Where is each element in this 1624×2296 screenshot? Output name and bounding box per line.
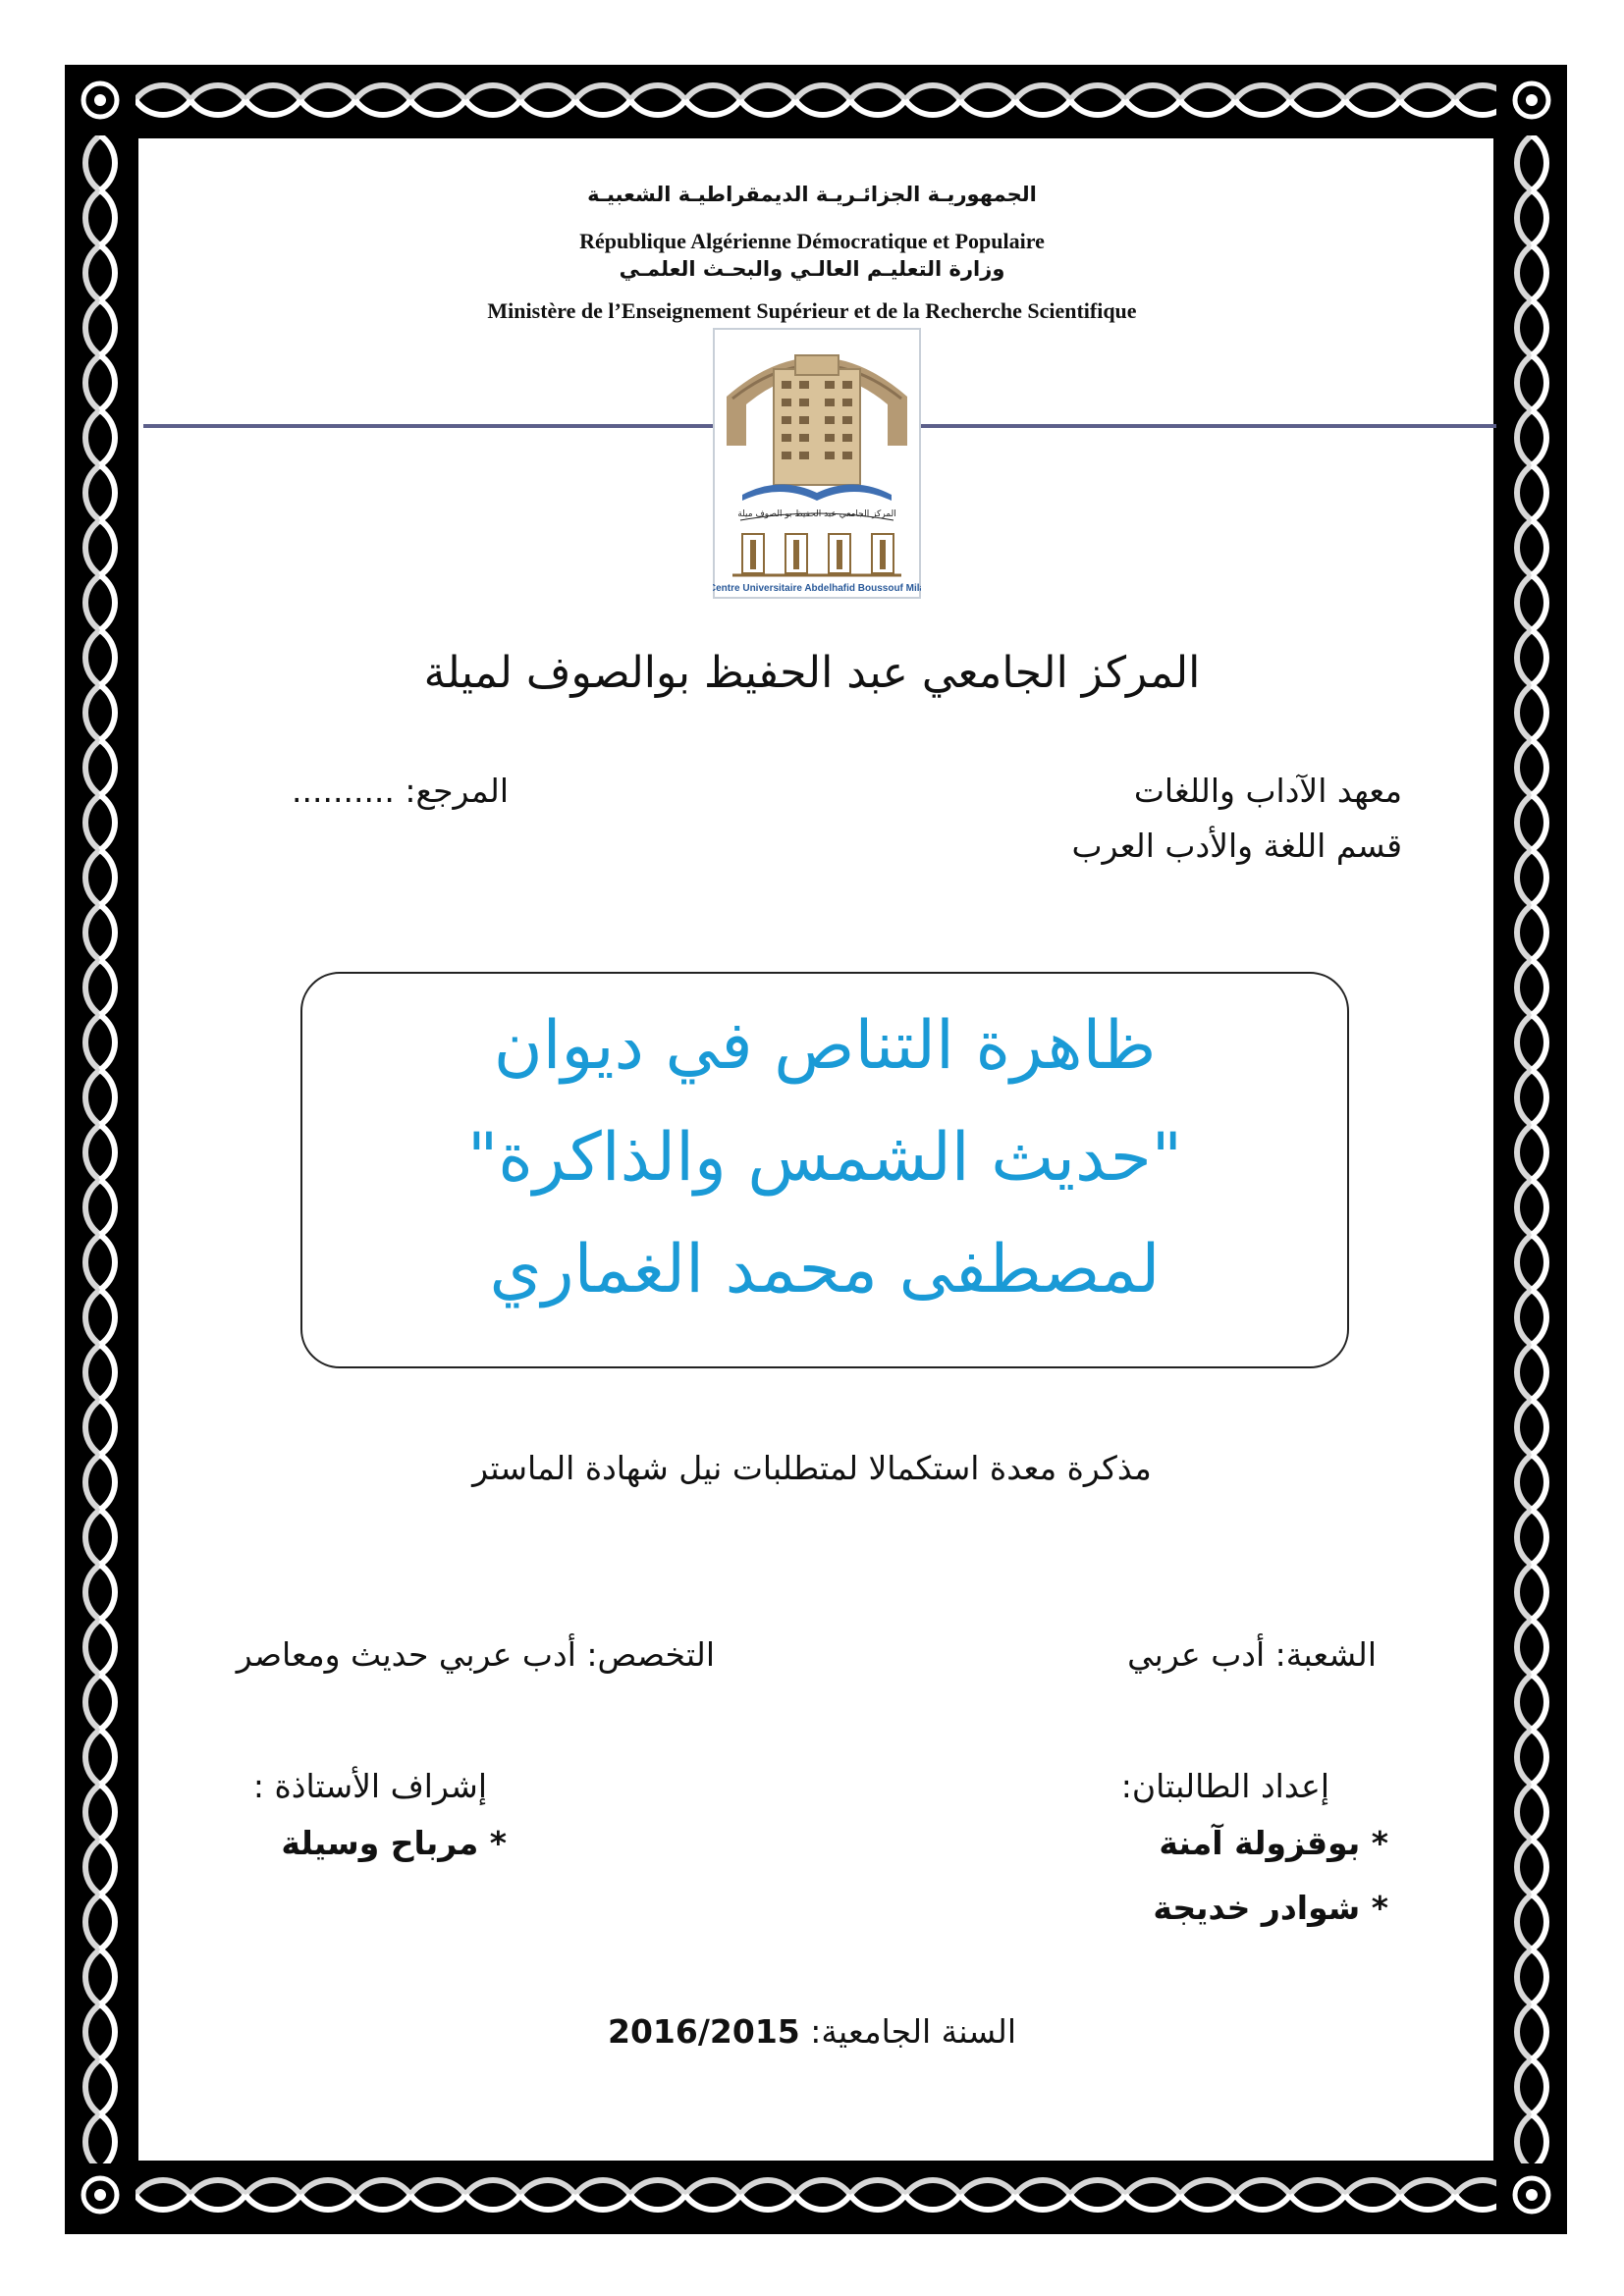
student-1: * بوقزولة آمنة: [1159, 1824, 1388, 1862]
thesis-title-box: [300, 972, 1349, 1368]
republic-arabic: الجمهوريـة الجزائـريـة الديمقراطيـة الشعبيـة: [587, 183, 1037, 206]
republic-french: République Algérienne Démocratique et Populaire: [579, 229, 1045, 253]
institution-name: المركز الجامعي عبد الحفيظ بوالصوف لميلة: [423, 648, 1201, 698]
border-pattern-top: [135, 73, 1496, 128]
corner-ornament-top-right: [1504, 73, 1559, 128]
students-label: إعداد الطالبتان:: [1120, 1767, 1329, 1805]
thesis-title-line-2: "حديث الشمس والذاكرة": [466, 1119, 1183, 1197]
border-pattern-bottom: [135, 2167, 1496, 2222]
academic-year: [0, 2012, 1624, 2051]
thesis-title-line-3: لمصطفى محمد الغماري: [489, 1231, 1161, 1308]
supervisor-label: إشراف الأستاذة :: [252, 1767, 487, 1805]
student-2: * شوادر خديجة: [1153, 1889, 1388, 1927]
corner-ornament-bottom-right: [1504, 2167, 1559, 2222]
corner-ornament-bottom-left: [73, 2167, 128, 2222]
border-pattern-left: [73, 135, 128, 2163]
academic-year-label: السنة الجامعية:: [810, 2012, 1016, 2051]
branch: الشعبة: أدب عربي: [1127, 1635, 1377, 1674]
academic-year-value: 2016/2015: [608, 2012, 800, 2051]
corner-ornament-top-left: [73, 73, 128, 128]
border-pattern-right: [1504, 135, 1559, 2163]
institute-name: معهد الآداب واللغات: [1133, 772, 1402, 810]
logo-arc-text: المركز الجامعي عبد الحفيظ بو الصوف ميلة: [737, 509, 896, 519]
ministry-arabic: وزارة التعليـم العالـي والبحـث العلمـي: [619, 257, 1005, 281]
ministry-french: Ministère de l’Enseignement Supérieur et de la Recherche Scientifique: [487, 298, 1137, 323]
thesis-purpose: مذكرة معدة استكمالا لمتطلبات نيل شهادة الماستر: [472, 1449, 1152, 1487]
logo-caption: Centre Universitaire Abdelhafid Boussouf Mila: [713, 583, 921, 594]
thesis-title-line-1: ظاهرة التناص في ديوان: [493, 1007, 1157, 1085]
reference-number: المرجع: ..........: [292, 772, 509, 810]
department-name: قسم اللغة والأدب العرب: [1071, 827, 1402, 865]
supervisor-name: * مرباح وسيلة: [281, 1824, 507, 1862]
specialty: التخصص: أدب عربي حديث ومعاصر: [236, 1635, 715, 1674]
university-logo: [713, 328, 921, 599]
